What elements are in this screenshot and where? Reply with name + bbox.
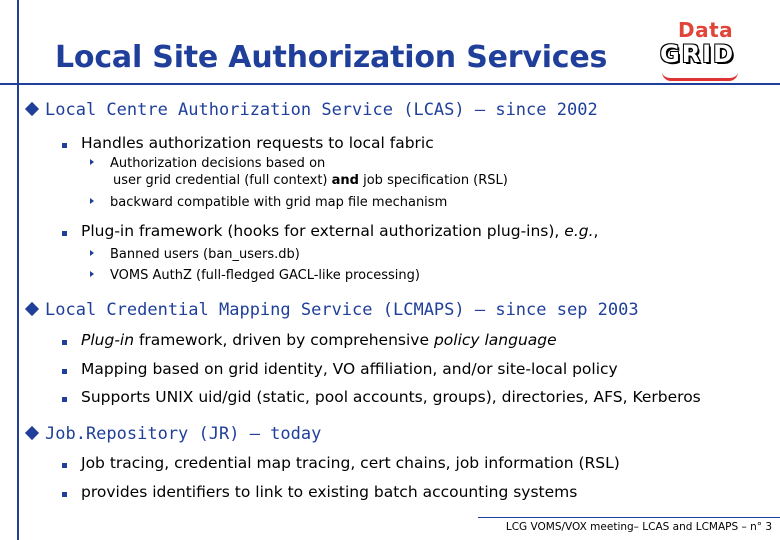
list-item: Supports UNIX uid/gid (static, pool accounts, groups), directories, AFS, Kerberos <box>62 388 701 406</box>
square-bullet-icon <box>62 143 67 148</box>
list-item: Job tracing, credential map tracing, cert chains, job information (RSL) <box>62 454 620 472</box>
section-heading-jr: Job.Repository (JR) – today <box>27 424 321 444</box>
sub-list-item: Authorization decisions based on <box>90 155 325 172</box>
logo-grid-text: GRID <box>660 40 736 68</box>
sub-list-item: Banned users (ban_users.db) <box>90 246 300 263</box>
list-item: Plug-in framework (hooks for external authorization plug-ins), e.g., <box>62 222 598 240</box>
arrow-bullet-icon <box>90 159 94 165</box>
title-rule <box>0 83 780 85</box>
logo-arc <box>662 72 738 81</box>
sub-list-item-continuation: user grid credential (full context) and job specification (RSL) <box>113 173 508 188</box>
diamond-bullet-icon <box>25 302 39 316</box>
arrow-bullet-icon <box>90 198 94 204</box>
list-item: provides identifiers to link to existing batch accounting systems <box>62 483 577 501</box>
diamond-bullet-icon <box>25 102 39 116</box>
square-bullet-icon <box>62 463 67 468</box>
sub-list-item: backward compatible with grid map file mechanism <box>90 194 447 211</box>
footer-rule <box>478 517 780 518</box>
square-bullet-icon <box>62 231 67 236</box>
slide-footer: LCG VOMS/VOX meeting– LCAS and LCMAPS – n° 3 <box>505 521 772 533</box>
slide-title: Local Site Authorization Services <box>55 40 608 75</box>
left-rule <box>17 0 19 540</box>
list-item: Handles authorization requests to local fabric <box>62 134 434 152</box>
arrow-bullet-icon <box>90 271 94 277</box>
square-bullet-icon <box>62 369 67 374</box>
diamond-bullet-icon <box>25 426 39 440</box>
sub-list-item: VOMS AuthZ (full-fledged GACL-like processing) <box>90 267 420 284</box>
logo-data-text: Data <box>678 18 734 42</box>
square-bullet-icon <box>62 492 67 497</box>
datagrid-logo <box>660 18 740 80</box>
list-item: Plug-in framework, driven by comprehensive policy language <box>62 331 557 349</box>
square-bullet-icon <box>62 340 67 345</box>
square-bullet-icon <box>62 397 67 402</box>
arrow-bullet-icon <box>90 250 94 256</box>
list-item: Mapping based on grid identity, VO affiliation, and/or site-local policy <box>62 360 618 378</box>
section-heading-lcmaps: Local Credential Mapping Service (LCMAPS) – since sep 2003 <box>27 300 639 320</box>
section-heading-lcas: Local Centre Authorization Service (LCAS) – since 2002 <box>27 100 598 120</box>
